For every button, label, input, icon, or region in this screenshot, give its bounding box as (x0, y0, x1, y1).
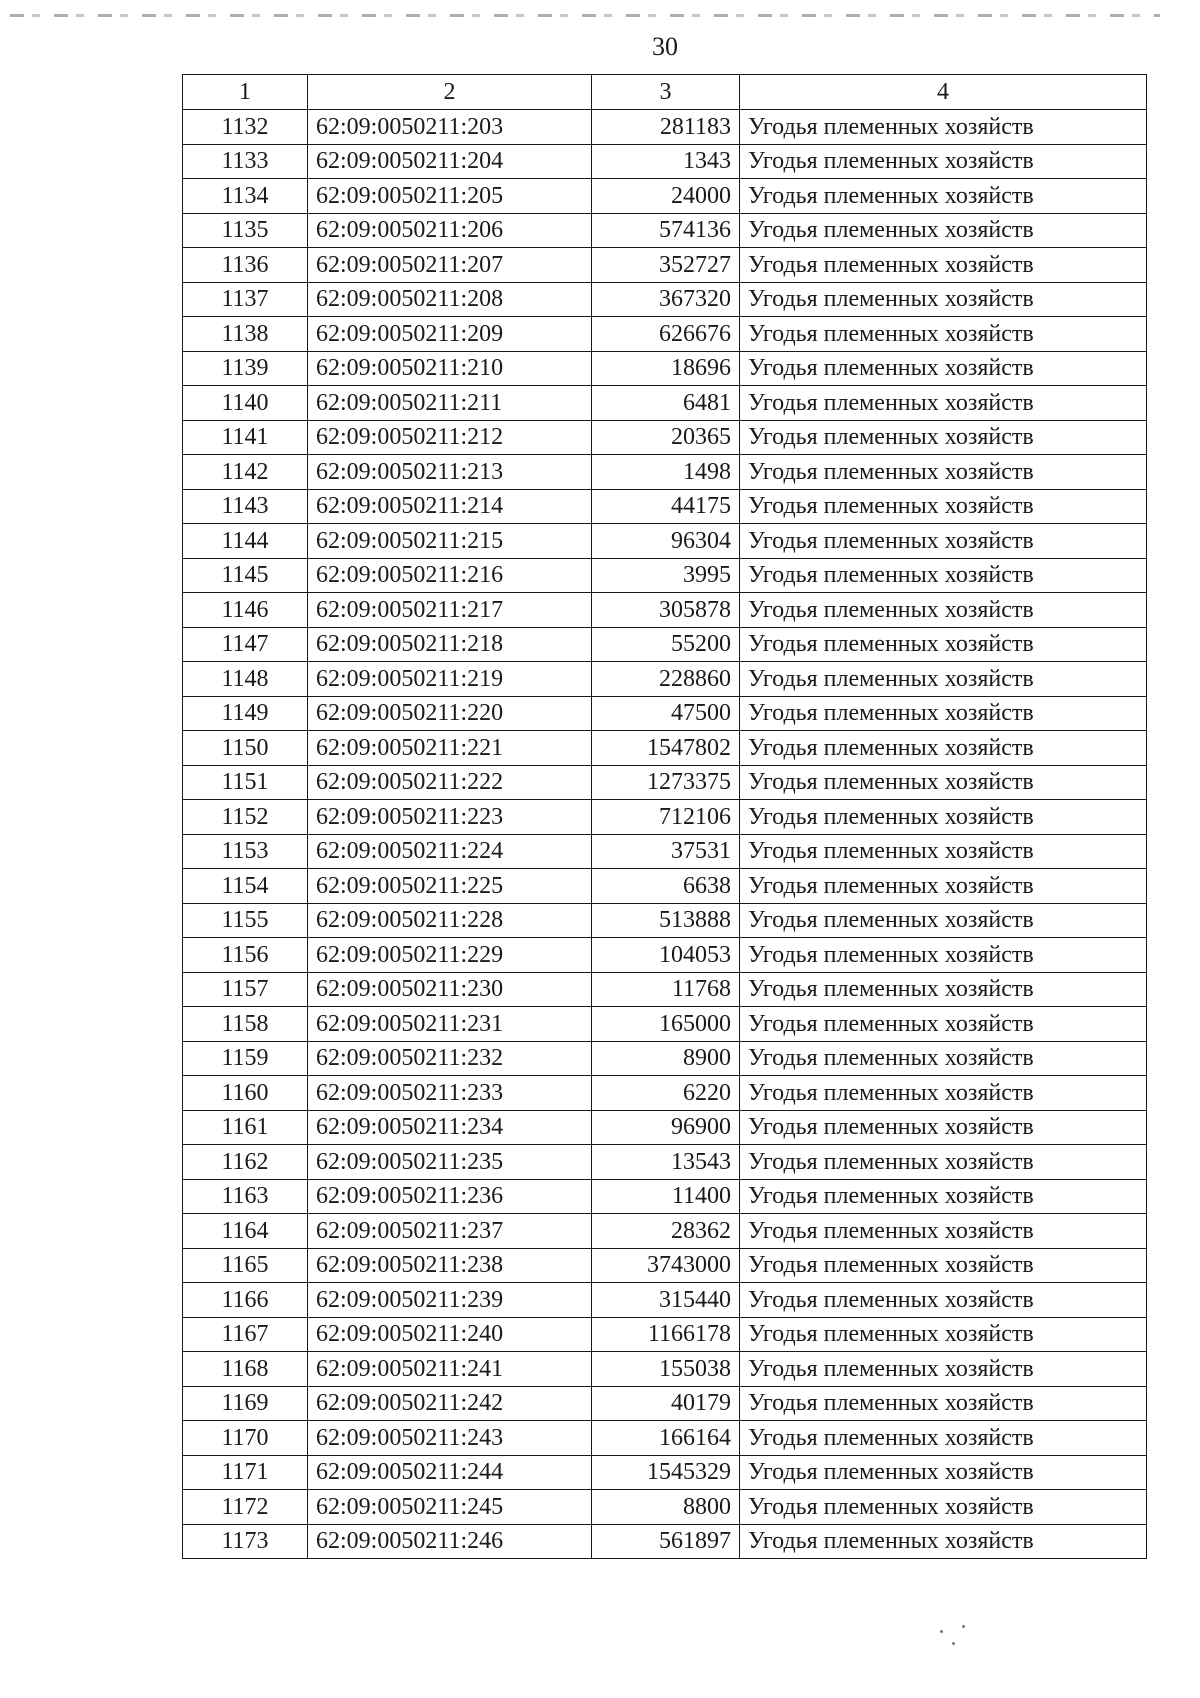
area-cell: 166164 (592, 1421, 740, 1456)
cadastral-number-cell: 62:09:0050211:233 (308, 1076, 592, 1111)
area-cell: 8800 (592, 1490, 740, 1525)
cadastral-number-cell: 62:09:0050211:208 (308, 282, 592, 317)
cadastral-number-cell: 62:09:0050211:229 (308, 938, 592, 973)
land-use-cell: Угодья племенных хозяйств (740, 351, 1147, 386)
land-use-cell: Угодья племенных хозяйств (740, 765, 1147, 800)
table-row (183, 1317, 1147, 1352)
table-row (183, 1110, 1147, 1145)
row-number-cell: 1173 (183, 1524, 308, 1559)
area-cell: 11400 (592, 1179, 740, 1214)
row-number-cell: 1153 (183, 834, 308, 869)
row-number-cell: 1169 (183, 1386, 308, 1421)
table-header-row (183, 75, 1147, 110)
cadastral-number-cell: 62:09:0050211:237 (308, 1214, 592, 1249)
row-number-cell: 1138 (183, 317, 308, 352)
area-cell: 37531 (592, 834, 740, 869)
land-use-cell: Угодья племенных хозяйств (740, 696, 1147, 731)
row-number-cell: 1148 (183, 662, 308, 697)
land-use-cell: Угодья племенных хозяйств (740, 1179, 1147, 1214)
column-header-3: 3 (592, 75, 740, 110)
land-use-cell: Угодья племенных хозяйств (740, 731, 1147, 766)
cadastral-number-cell: 62:09:0050211:246 (308, 1524, 592, 1559)
land-use-cell: Угодья племенных хозяйств (740, 1110, 1147, 1145)
area-cell: 24000 (592, 179, 740, 214)
table-row (183, 696, 1147, 731)
land-use-cell: Угодья племенных хозяйств (740, 455, 1147, 490)
cadastral-number-cell: 62:09:0050211:210 (308, 351, 592, 386)
land-use-cell: Угодья племенных хозяйств (740, 524, 1147, 559)
row-number-cell: 1172 (183, 1490, 308, 1525)
table-row (183, 765, 1147, 800)
cadastral-number-cell: 62:09:0050211:244 (308, 1455, 592, 1490)
row-number-cell: 1134 (183, 179, 308, 214)
row-number-cell: 1170 (183, 1421, 308, 1456)
row-number-cell: 1152 (183, 800, 308, 835)
area-cell: 367320 (592, 282, 740, 317)
table-row (183, 558, 1147, 593)
cadastral-number-cell: 62:09:0050211:206 (308, 213, 592, 248)
row-number-cell: 1156 (183, 938, 308, 973)
table-row (183, 593, 1147, 628)
cadastral-number-cell: 62:09:0050211:219 (308, 662, 592, 697)
area-cell: 712106 (592, 800, 740, 835)
row-number-cell: 1132 (183, 110, 308, 145)
column-header-4: 4 (740, 75, 1147, 110)
table-row (183, 1007, 1147, 1042)
table-row (183, 1524, 1147, 1559)
row-number-cell: 1141 (183, 420, 308, 455)
land-use-cell: Угодья племенных хозяйств (740, 800, 1147, 835)
land-use-cell: Угодья племенных хозяйств (740, 1386, 1147, 1421)
area-cell: 6638 (592, 869, 740, 904)
area-cell: 1273375 (592, 765, 740, 800)
area-cell: 8900 (592, 1041, 740, 1076)
table-row (183, 938, 1147, 973)
row-number-cell: 1160 (183, 1076, 308, 1111)
area-cell: 305878 (592, 593, 740, 628)
cadastral-number-cell: 62:09:0050211:204 (308, 144, 592, 179)
row-number-cell: 1133 (183, 144, 308, 179)
land-use-cell: Угодья племенных хозяйств (740, 213, 1147, 248)
cadastral-number-cell: 62:09:0050211:245 (308, 1490, 592, 1525)
table-row (183, 627, 1147, 662)
row-number-cell: 1146 (183, 593, 308, 628)
cadastral-number-cell: 62:09:0050211:218 (308, 627, 592, 662)
row-number-cell: 1145 (183, 558, 308, 593)
scan-speck (952, 1642, 955, 1645)
row-number-cell: 1147 (183, 627, 308, 662)
page-number: 30 (652, 32, 678, 61)
table-row (183, 1145, 1147, 1180)
land-use-cell: Угодья племенных хозяйств (740, 1145, 1147, 1180)
area-cell: 315440 (592, 1283, 740, 1318)
cadastral-number-cell: 62:09:0050211:220 (308, 696, 592, 731)
row-number-cell: 1164 (183, 1214, 308, 1249)
column-header-1: 1 (183, 75, 308, 110)
row-number-cell: 1161 (183, 1110, 308, 1145)
cadastral-number-cell: 62:09:0050211:223 (308, 800, 592, 835)
area-cell: 574136 (592, 213, 740, 248)
scan-speck (940, 1630, 943, 1633)
land-use-cell: Угодья племенных хозяйств (740, 834, 1147, 869)
cadastral-number-cell: 62:09:0050211:238 (308, 1248, 592, 1283)
area-cell: 1343 (592, 144, 740, 179)
table-row (183, 662, 1147, 697)
cadastral-number-cell: 62:09:0050211:221 (308, 731, 592, 766)
table-row (183, 731, 1147, 766)
table-row (183, 1421, 1147, 1456)
area-cell: 18696 (592, 351, 740, 386)
table-row (183, 834, 1147, 869)
table-row (183, 420, 1147, 455)
area-cell: 13543 (592, 1145, 740, 1180)
scan-speck (962, 1625, 965, 1628)
table-row (183, 110, 1147, 145)
cadastral-number-cell: 62:09:0050211:232 (308, 1041, 592, 1076)
area-cell: 96304 (592, 524, 740, 559)
land-use-cell: Угодья племенных хозяйств (740, 938, 1147, 973)
area-cell: 11768 (592, 972, 740, 1007)
row-number-cell: 1157 (183, 972, 308, 1007)
area-cell: 561897 (592, 1524, 740, 1559)
row-number-cell: 1158 (183, 1007, 308, 1042)
cadastral-number-cell: 62:09:0050211:209 (308, 317, 592, 352)
land-use-cell: Угодья племенных хозяйств (740, 1248, 1147, 1283)
area-cell: 626676 (592, 317, 740, 352)
land-use-cell: Угодья племенных хозяйств (740, 1214, 1147, 1249)
area-cell: 6220 (592, 1076, 740, 1111)
area-cell: 28362 (592, 1214, 740, 1249)
cadastral-number-cell: 62:09:0050211:242 (308, 1386, 592, 1421)
cadastral-number-cell: 62:09:0050211:203 (308, 110, 592, 145)
land-use-cell: Угодья племенных хозяйств (740, 1421, 1147, 1456)
area-cell: 3743000 (592, 1248, 740, 1283)
cadastral-number-cell: 62:09:0050211:241 (308, 1352, 592, 1387)
land-use-cell: Угодья племенных хозяйств (740, 662, 1147, 697)
table-row (183, 1455, 1147, 1490)
table-body (183, 110, 1147, 1559)
row-number-cell: 1159 (183, 1041, 308, 1076)
area-cell: 20365 (592, 420, 740, 455)
area-cell: 281183 (592, 110, 740, 145)
land-use-cell: Угодья племенных хозяйств (740, 179, 1147, 214)
area-cell: 165000 (592, 1007, 740, 1042)
row-number-cell: 1149 (183, 696, 308, 731)
table-row (183, 1179, 1147, 1214)
land-use-cell: Угодья племенных хозяйств (740, 558, 1147, 593)
row-number-cell: 1142 (183, 455, 308, 490)
area-cell: 104053 (592, 938, 740, 973)
table-row (183, 213, 1147, 248)
area-cell: 1166178 (592, 1317, 740, 1352)
cadastral-number-cell: 62:09:0050211:228 (308, 903, 592, 938)
land-use-cell: Угодья племенных хозяйств (740, 282, 1147, 317)
land-use-cell: Угодья племенных хозяйств (740, 489, 1147, 524)
land-use-cell: Угодья племенных хозяйств (740, 248, 1147, 283)
table-row (183, 386, 1147, 421)
table-row (183, 1490, 1147, 1525)
area-cell: 3995 (592, 558, 740, 593)
table-row (183, 972, 1147, 1007)
area-cell: 1547802 (592, 731, 740, 766)
land-use-cell: Угодья племенных хозяйств (740, 869, 1147, 904)
cadastral-number-cell: 62:09:0050211:222 (308, 765, 592, 800)
area-cell: 40179 (592, 1386, 740, 1421)
area-cell: 513888 (592, 903, 740, 938)
table-row (183, 1283, 1147, 1318)
area-cell: 6481 (592, 386, 740, 421)
land-use-cell: Угодья племенных хозяйств (740, 1352, 1147, 1387)
land-use-cell: Угодья племенных хозяйств (740, 1283, 1147, 1318)
table-row (183, 1248, 1147, 1283)
area-cell: 352727 (592, 248, 740, 283)
row-number-cell: 1139 (183, 351, 308, 386)
row-number-cell: 1135 (183, 213, 308, 248)
area-cell: 47500 (592, 696, 740, 731)
cadastral-number-cell: 62:09:0050211:205 (308, 179, 592, 214)
table-row (183, 455, 1147, 490)
row-number-cell: 1165 (183, 1248, 308, 1283)
table-row (183, 1214, 1147, 1249)
table-row (183, 282, 1147, 317)
row-number-cell: 1167 (183, 1317, 308, 1352)
area-cell: 155038 (592, 1352, 740, 1387)
land-use-cell: Угодья племенных хозяйств (740, 110, 1147, 145)
table-row (183, 524, 1147, 559)
cadastral-number-cell: 62:09:0050211:212 (308, 420, 592, 455)
cadastral-number-cell: 62:09:0050211:214 (308, 489, 592, 524)
table-row (183, 179, 1147, 214)
cadastral-number-cell: 62:09:0050211:240 (308, 1317, 592, 1352)
area-cell: 1545329 (592, 1455, 740, 1490)
cadastral-number-cell: 62:09:0050211:239 (308, 1283, 592, 1318)
row-number-cell: 1137 (183, 282, 308, 317)
cadastral-number-cell: 62:09:0050211:225 (308, 869, 592, 904)
land-use-cell: Угодья племенных хозяйств (740, 627, 1147, 662)
row-number-cell: 1140 (183, 386, 308, 421)
table-row (183, 144, 1147, 179)
row-number-cell: 1171 (183, 1455, 308, 1490)
table-row (183, 1352, 1147, 1387)
table-row (183, 800, 1147, 835)
table-row (183, 1041, 1147, 1076)
land-use-cell: Угодья племенных хозяйств (740, 317, 1147, 352)
cadastral-number-cell: 62:09:0050211:224 (308, 834, 592, 869)
scan-artifact-line (10, 14, 1160, 17)
cadastral-number-cell: 62:09:0050211:236 (308, 1179, 592, 1214)
land-use-cell: Угодья племенных хозяйств (740, 903, 1147, 938)
cadastral-number-cell: 62:09:0050211:230 (308, 972, 592, 1007)
cadastral-number-cell: 62:09:0050211:231 (308, 1007, 592, 1042)
land-use-cell: Угодья племенных хозяйств (740, 144, 1147, 179)
land-use-cell: Угодья племенных хозяйств (740, 1490, 1147, 1525)
cadastral-number-cell: 62:09:0050211:207 (308, 248, 592, 283)
cadastral-number-cell: 62:09:0050211:213 (308, 455, 592, 490)
cadastral-number-cell: 62:09:0050211:216 (308, 558, 592, 593)
land-parcel-table (182, 74, 1147, 1559)
land-use-cell: Угодья племенных хозяйств (740, 593, 1147, 628)
table-row (183, 869, 1147, 904)
cadastral-number-cell: 62:09:0050211:243 (308, 1421, 592, 1456)
land-use-cell: Угодья племенных хозяйств (740, 1076, 1147, 1111)
row-number-cell: 1168 (183, 1352, 308, 1387)
cadastral-number-cell: 62:09:0050211:217 (308, 593, 592, 628)
land-use-cell: Угодья племенных хозяйств (740, 420, 1147, 455)
land-use-cell: Угодья племенных хозяйств (740, 972, 1147, 1007)
area-cell: 55200 (592, 627, 740, 662)
table-row (183, 248, 1147, 283)
area-cell: 1498 (592, 455, 740, 490)
table-row (183, 903, 1147, 938)
cadastral-number-cell: 62:09:0050211:234 (308, 1110, 592, 1145)
land-use-cell: Угодья племенных хозяйств (740, 1041, 1147, 1076)
row-number-cell: 1151 (183, 765, 308, 800)
row-number-cell: 1150 (183, 731, 308, 766)
land-use-cell: Угодья племенных хозяйств (740, 1007, 1147, 1042)
cadastral-number-cell: 62:09:0050211:235 (308, 1145, 592, 1180)
table-row (183, 317, 1147, 352)
row-number-cell: 1144 (183, 524, 308, 559)
area-cell: 228860 (592, 662, 740, 697)
row-number-cell: 1163 (183, 1179, 308, 1214)
row-number-cell: 1162 (183, 1145, 308, 1180)
column-header-2: 2 (308, 75, 592, 110)
row-number-cell: 1154 (183, 869, 308, 904)
table-row (183, 489, 1147, 524)
table-row (183, 1386, 1147, 1421)
land-use-cell: Угодья племенных хозяйств (740, 1317, 1147, 1352)
land-use-cell: Угодья племенных хозяйств (740, 1524, 1147, 1559)
row-number-cell: 1143 (183, 489, 308, 524)
table-row (183, 1076, 1147, 1111)
area-cell: 44175 (592, 489, 740, 524)
land-use-cell: Угодья племенных хозяйств (740, 386, 1147, 421)
area-cell: 96900 (592, 1110, 740, 1145)
table-row (183, 351, 1147, 386)
cadastral-number-cell: 62:09:0050211:211 (308, 386, 592, 421)
row-number-cell: 1155 (183, 903, 308, 938)
land-use-cell: Угодья племенных хозяйств (740, 1455, 1147, 1490)
row-number-cell: 1166 (183, 1283, 308, 1318)
row-number-cell: 1136 (183, 248, 308, 283)
cadastral-number-cell: 62:09:0050211:215 (308, 524, 592, 559)
